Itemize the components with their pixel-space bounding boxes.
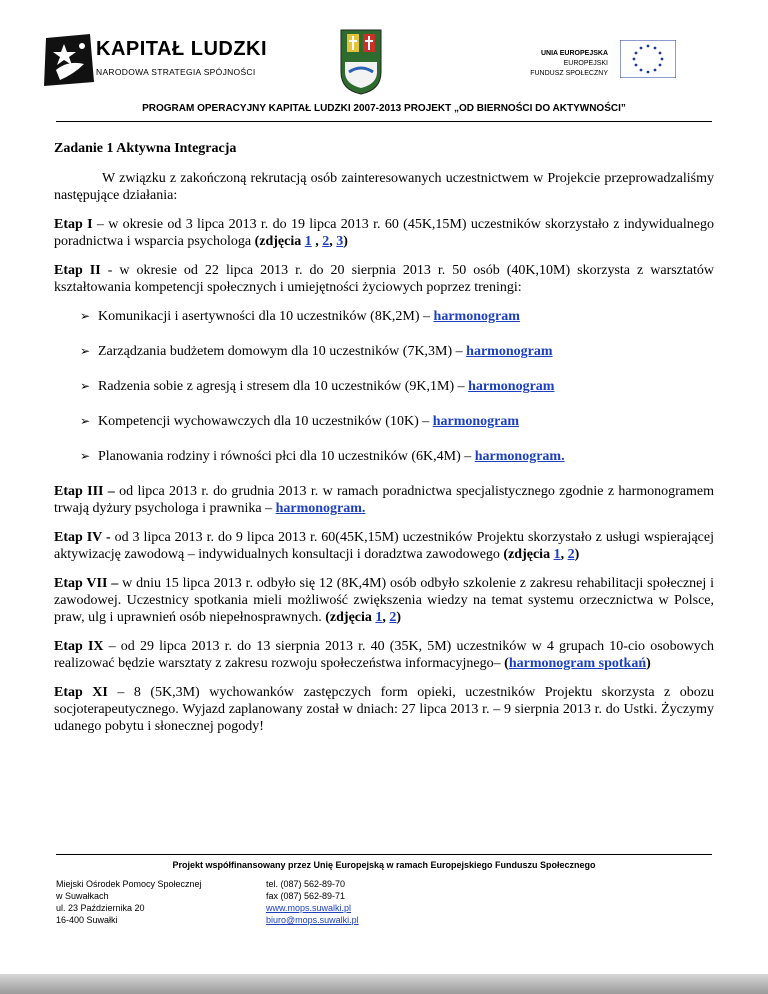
etap-4-paragraph	[54, 529, 714, 563]
email-link[interactable]: biuro@mops.suwalki.pl	[266, 915, 359, 925]
etap-7-text: w dniu 15 lipca 2013 r. odbyło się 12 (8K,4M) osób odbyło szkolenie z zakresu rehabilitacji społecznej i zawodowej. Uczestnicy spotkania mieli możliwość zwiększenia wiedzy na temat systemu orzecznictwa w Polsce, praw, ulg i uprawnień osób niepełnosprawnych.	[54, 576, 714, 625]
etap-4-photos: (zdjęcia 1, 2)	[503, 547, 580, 562]
harmonogram-link[interactable]: harmonogram	[432, 414, 520, 429]
eu-line-2: EUROPEJSKI	[563, 60, 608, 67]
suwalki-coat-of-arms-icon	[339, 28, 383, 96]
bullet-arrow-icon: ➢	[80, 414, 91, 428]
website-link[interactable]: www.mops.suwalki.pl	[266, 903, 352, 913]
address-line-2: w Suwałkach	[56, 891, 109, 901]
etap-9-harmonogram-link[interactable]: harmonogram spotkań	[508, 656, 647, 671]
training-list	[54, 308, 714, 465]
program-title: PROGRAM OPERACYJNY KAPITAŁ LUDZKI 2007-2013 PROJEKT „OD BIERNOŚCI DO AKTYWNOŚCI”	[142, 103, 626, 114]
etap-7-photos: (zdjęcia 1, 2)	[325, 610, 402, 625]
document-body	[54, 140, 714, 747]
header-divider	[56, 121, 712, 122]
harmonogram-link[interactable]: harmonogram	[466, 344, 553, 359]
etap-9-label: Etap IX	[54, 639, 104, 654]
etap-1-label: Etap I	[54, 217, 93, 232]
address-line-3: ul. 23 Października 20	[56, 903, 145, 913]
etap-4-text: od 3 lipca 2013 r. do 9 lipca 2013 r. 60(45K,15M) uczestników Projektu skorzystało z usługi wspierającej aktywizację zawodową – indywidualnych konsultacji i doradztwa zawodowego	[54, 530, 714, 562]
etap-2-paragraph	[54, 262, 714, 296]
bullet-arrow-icon: ➢	[80, 449, 91, 463]
page-header	[0, 0, 768, 125]
kapital-ludzki-subtitle: NARODOWA STRATEGIA SPÓJNOŚCI	[96, 67, 256, 77]
address-line-4: 16-400 Suwałki	[56, 915, 118, 925]
etap-4-photo-link-2[interactable]: 2	[567, 547, 575, 562]
address-line-1: Miejski Ośrodek Pomocy Społecznej	[56, 879, 202, 889]
bottom-decor-bar	[0, 974, 768, 994]
etap-4-photo-link-1[interactable]: 1	[553, 547, 561, 562]
etap-3-paragraph	[54, 483, 714, 517]
eu-line-3: FUNDUSZ SPOŁECZNY	[530, 70, 608, 77]
etap-3-text: od lipca 2013 r. do grudnia 2013 r. w ramach poradnictwa specjalistycznego zgodnie z harmonogramem trwają dyżury psychologa i prawnika –	[54, 484, 714, 516]
footer-address	[56, 878, 202, 926]
etap-2-text: - w okresie od 22 lipca 2013 r. do 20 sierpnia 2013 r. 50 osób (40K,10M) skorzysta z warsztatów kształtowania kompetencji społecznych i umiejętności życiowych poprzez treningi:	[54, 263, 714, 295]
bullet-arrow-icon: ➢	[80, 344, 91, 358]
etap-11-paragraph	[54, 684, 714, 735]
phone-number: tel. (087) 562-89-70	[266, 879, 346, 889]
footer-divider	[56, 854, 712, 855]
list-item: ➢ Komunikacji i asertywności dla 10 uczestników (8K,2M) – harmonogram	[80, 309, 520, 324]
harmonogram-link[interactable]: harmonogram.	[474, 449, 565, 464]
etap-7-photo-link-2[interactable]: 2	[389, 610, 397, 625]
footer-contact	[266, 878, 359, 926]
intro-paragraph: W związku z zakończoną rekrutacją osób zainteresowanych uczestnictwem w Projekcie przeprowadzaliśmy następujące działania:	[54, 171, 714, 203]
harmonogram-link[interactable]: harmonogram	[468, 379, 555, 394]
etap-4-label: Etap IV -	[54, 530, 111, 545]
etap-7-paragraph	[54, 575, 714, 626]
eu-flag-icon	[620, 40, 676, 78]
etap-11-text: – 8 (5K,3M) wychowanków zastępczych form opieki, uczestników Projektu skorzysta z obozu socjoterapeutycznego. Wyjazd zaplanowany został w dniach: 27 lipca 2013 r. – 9 sierpnia 2013 r. do Ustki. Życzymy udanego pobytu i słonecznej pogody!	[54, 685, 714, 734]
fax-number: fax (087) 562-89-71	[266, 891, 346, 901]
etap-2-label: Etap II	[54, 263, 101, 278]
list-item: ➢ Planowania rodziny i równości płci dla 10 uczestników (6K,4M) – harmonogram.	[80, 449, 565, 464]
etap-1-text: – w okresie od 3 lipca 2013 r. do 19 lipca 2013 r. 60 (45K,15M) uczestników skorzystało z indywidualnego poradnictwa i wsparcia psychologa	[54, 217, 715, 249]
list-item: ➢ Kompetencji wychowawczych dla 10 uczestników (10K) – harmonogram	[80, 414, 520, 429]
list-item: ➢ Zarządzania budżetem domowym dla 10 uczestników (7K,3M) – harmonogram	[80, 344, 553, 359]
list-item: ➢ Radzenia sobie z agresją i stresem dla 10 uczestników (9K,1M) – harmonogram	[80, 379, 555, 394]
etap-1-photo-link-2[interactable]: 2	[322, 234, 330, 249]
etap-1-paragraph	[54, 216, 714, 250]
bullet-arrow-icon: ➢	[80, 309, 91, 323]
etap-1-photos: (zdjęcia 1 , 2, 3)	[254, 234, 348, 249]
etap-9-paragraph	[54, 638, 714, 672]
etap-7-label: Etap VII –	[54, 576, 119, 591]
etap-9-schedule: (harmonogram spotkań)	[504, 656, 651, 671]
bullet-arrow-icon: ➢	[80, 379, 91, 393]
task-title: Zadanie 1 Aktywna Integracja	[54, 141, 237, 156]
etap-1-photo-link-1[interactable]: 1	[304, 234, 312, 249]
kapital-ludzki-logo-icon	[38, 30, 98, 90]
etap-9-text: – od 29 lipca 2013 r. do 13 sierpnia 2013 r. 40 (35K, 5M) uczestników w 4 grupach 10-cio osobowych realizować będzie warsztaty z zakresu rozwoju społeczeństwa informacyjnego–	[54, 639, 714, 671]
etap-1-photo-link-3[interactable]: 3	[336, 234, 344, 249]
etap-3-harmonogram-link[interactable]: harmonogram.	[275, 501, 366, 516]
kapital-ludzki-title: KAPITAŁ LUDZKI	[96, 38, 268, 60]
harmonogram-link[interactable]: harmonogram	[433, 309, 520, 324]
etap-3-label: Etap III –	[54, 484, 115, 499]
cofinancing-note: Projekt współfinansowany przez Unię Europejską w ramach Europejskiego Funduszu Społecznego	[172, 860, 596, 870]
etap-7-photo-link-1[interactable]: 1	[375, 610, 383, 625]
eu-fund-label	[530, 49, 608, 79]
eu-line-1: UNIA EUROPEJSKA	[540, 50, 608, 57]
etap-11-label: Etap XI	[54, 685, 108, 700]
